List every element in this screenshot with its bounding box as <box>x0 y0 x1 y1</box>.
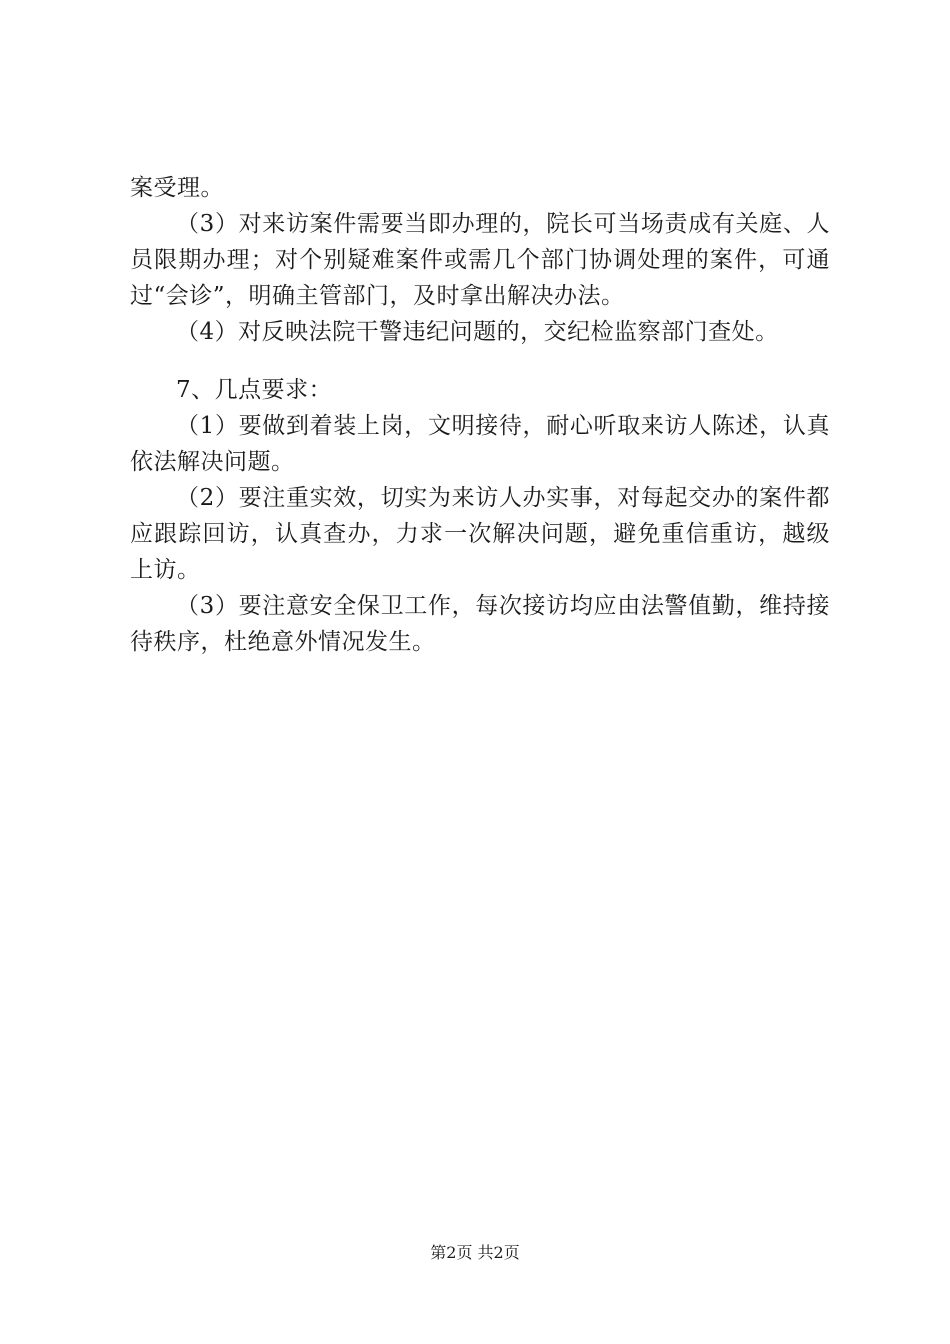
requirement-item-2: （2）要注重实效，切实为来访人办实事，对每起交办的案件都应跟踪回访，认真查办，力求一次解决问题，避免重信重访，越级上访。 <box>130 485 830 583</box>
paragraph-continuation: 案受理。 <box>130 175 224 201</box>
requirement-item-3: （3）要注意安全保卫工作，每次接访均应由法警值勤，维持接待秩序，杜绝意外情况发生。 <box>130 593 830 655</box>
paragraph-item-4: （4）对反映法院干警违纪问题的，交纪检监察部门查处。 <box>176 319 779 345</box>
paragraph-item-3: （3）对来访案件需要当即办理的，院长可当场责成有关庭、人员限期办理；对个别疑难案件或需几个部门协调处理的案件，可通过“会诊”，明确主管部门，及时拿出解决办法。 <box>130 211 830 309</box>
requirement-item-1: （1）要做到着装上岗，文明接待，耐心听取来访人陈述，认真依法解决问题。 <box>130 413 830 475</box>
page-number-label: 第2页 共2页 <box>430 1243 520 1262</box>
page-footer <box>0 1243 950 1263</box>
document-body <box>130 170 830 660</box>
section-heading-7: 7、几点要求： <box>176 377 333 403</box>
